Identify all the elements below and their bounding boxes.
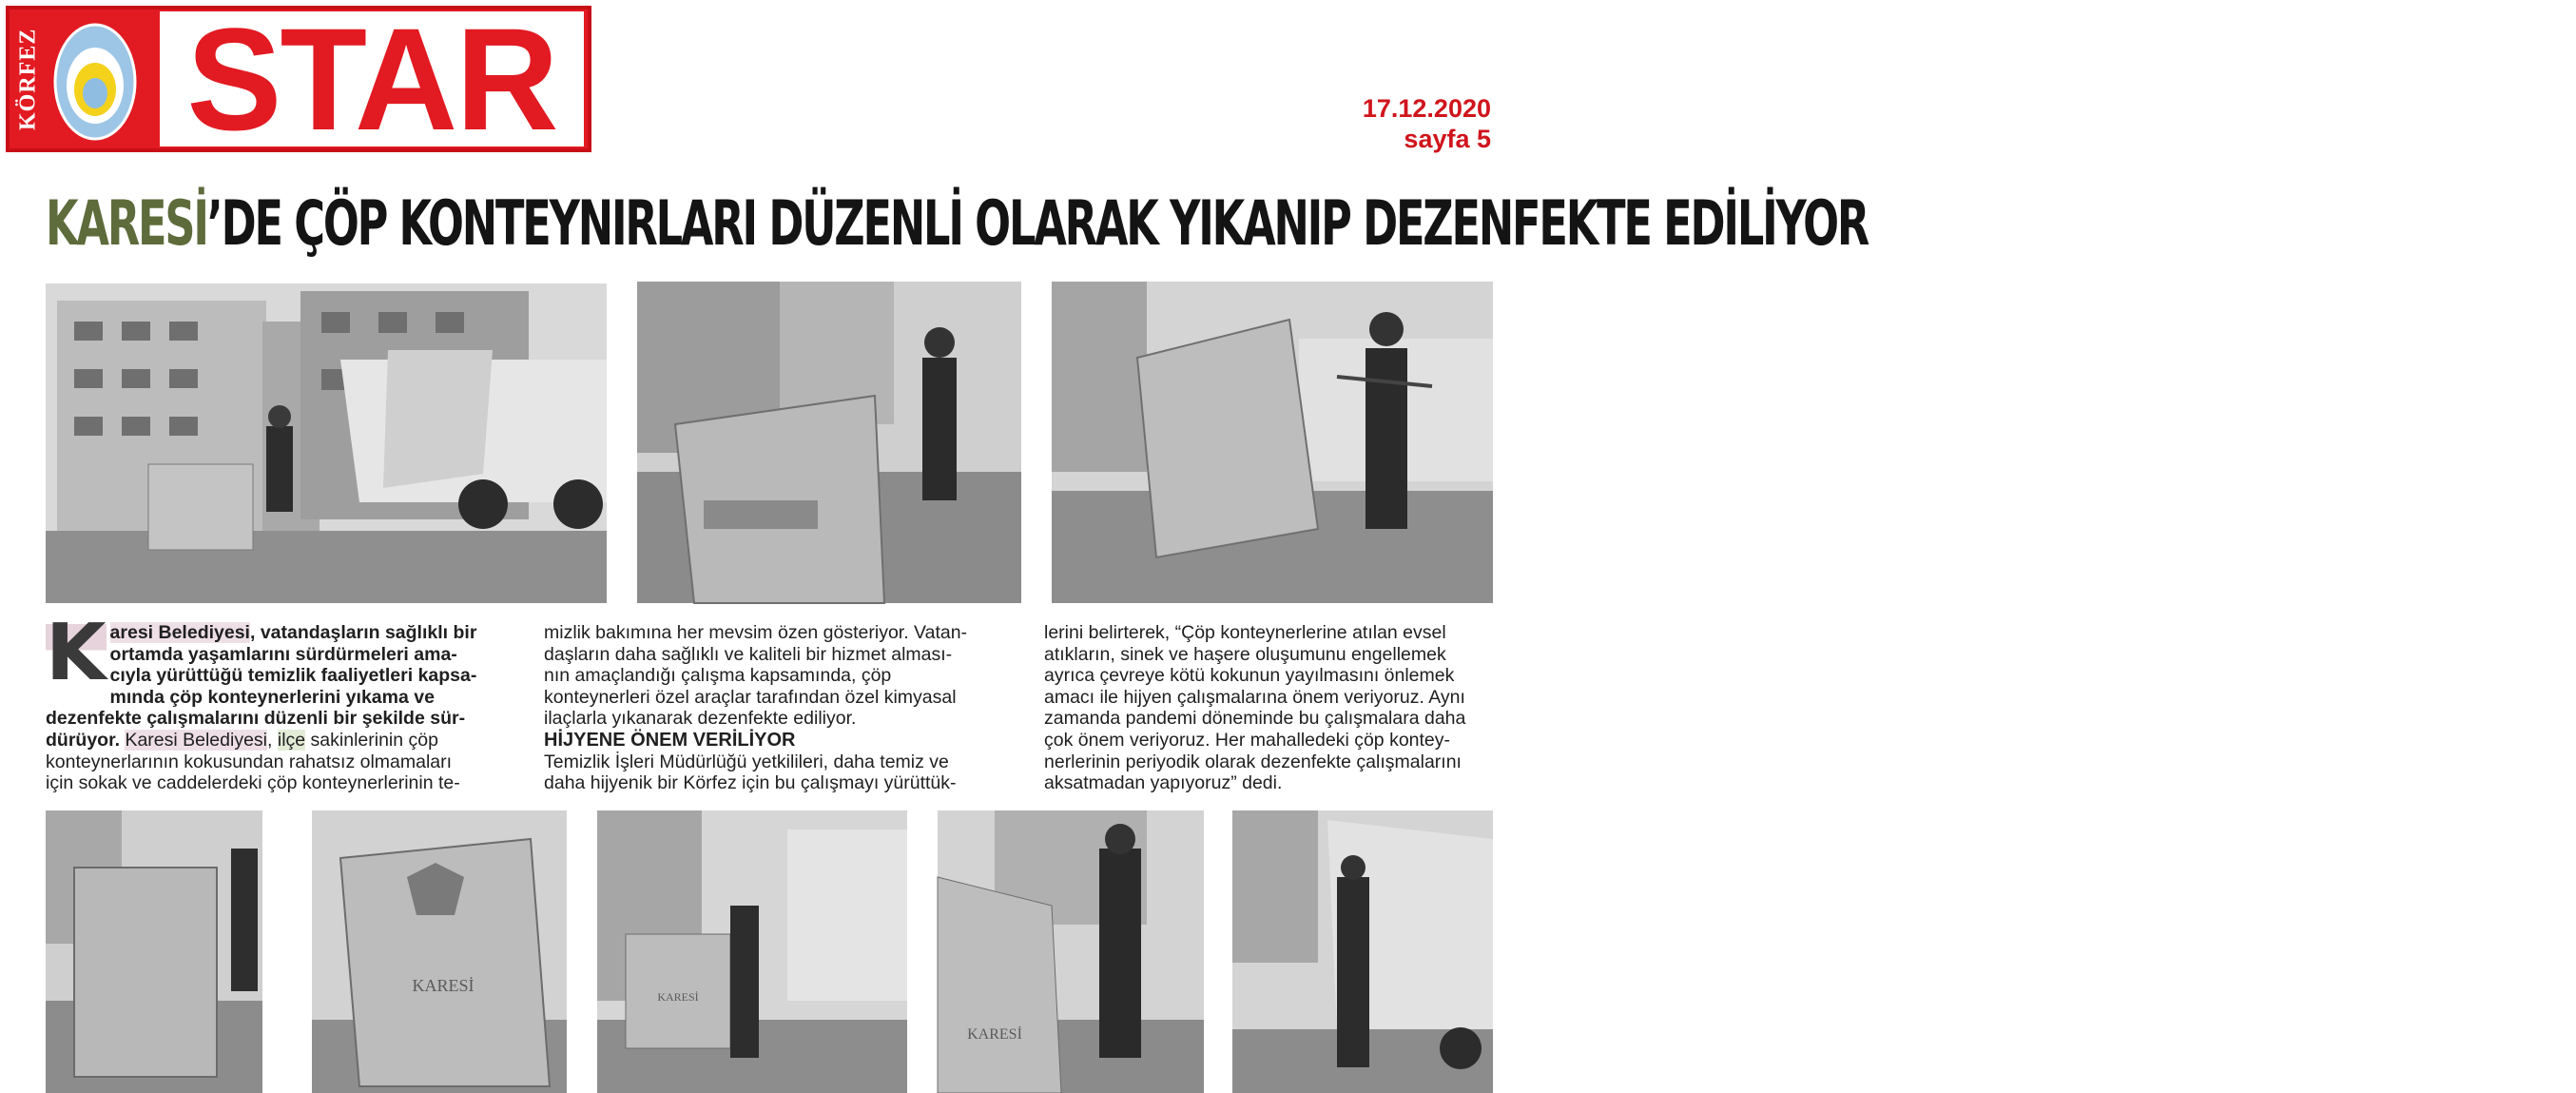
- issue-date: 17.12.2020: [1362, 94, 1491, 123]
- photo-truck-street: [46, 283, 607, 603]
- karesi-belediyesi-highlight-2: Karesi Belediyesi: [125, 729, 268, 751]
- ilce-highlight: ilçe: [277, 729, 306, 751]
- col3-line-5: zamanda pandemi döneminde bu çalışmalara daha: [1044, 708, 1466, 730]
- page-number: sayfa 5: [1404, 125, 1491, 153]
- col3-line-6: çok önem veriyoruz. Her mahalledeki çöp kontey-: [1044, 729, 1451, 751]
- photo-container-closeup: [637, 282, 1021, 603]
- col3-line-8: aksatmadan yapıyoruz” dedi.: [1044, 772, 1283, 794]
- photo-bottom-5: [1232, 810, 1493, 1093]
- col2-line-7: daha hijyenik bir Körfez için bu çalışmayı yürüttük-: [544, 772, 957, 794]
- col2-line-4: konteynerleri özel araçlar tarafından özel kimyasal: [544, 686, 957, 708]
- photo-bottom-2: [312, 810, 567, 1093]
- col3-line-3: ayrıca çevreye kötü kokunun yayılmasını önlemek: [1044, 665, 1455, 687]
- col2-line-6: Temizlik İşleri Müdürlüğü yetkilileri, daha temiz ve: [544, 751, 949, 772]
- container-brand-text-1: KARESİ: [412, 976, 475, 995]
- photo-bottom-3: [597, 810, 907, 1093]
- container-brand-text-3: KARESİ: [967, 1026, 1022, 1043]
- article-column-2: [544, 622, 1010, 794]
- col1-line-4: mında çöp konteynerlerini yıkama ve: [109, 686, 435, 708]
- article-column-1: [46, 608, 521, 794]
- karesi-belediyesi-highlight: aresi Belediyesi: [109, 622, 250, 643]
- col1-line-1: [46, 622, 521, 644]
- col3-line-7: nerlerinin periyodik olarak dezenfekte çalışmalarını: [1044, 751, 1462, 772]
- col1-line-2: ortamda yaşamlarını sürdürmeleri ama-: [109, 643, 457, 665]
- section-subhead: HİJYENE ÖNEM VERİLİYOR: [544, 729, 796, 751]
- col3-line-2: atıkların, sinek ve haşere oluşumunu engellemek: [1044, 643, 1446, 665]
- col2-line-2: daşların daha sağlıklı ve kaliteli bir hizmet alması-: [544, 643, 953, 665]
- headline-text: [46, 186, 1868, 261]
- col1-line-1-rest: , vatandaşların sağlıklı bir: [249, 622, 477, 643]
- col1-line-6-rest: sakinlerinin çöp: [305, 729, 438, 751]
- star-title-panel: [160, 0, 584, 161]
- col2-line-3: nın amaçlandığı çalışma kapsamında, çöp: [544, 665, 892, 687]
- col1-line-3: cıyla yürüttüğü temizlik faaliyetleri kapsa-: [109, 665, 477, 687]
- masthead: [6, 0, 591, 161]
- newspaper-title: STAR: [186, 0, 557, 161]
- photo-worker-washing: [1052, 282, 1493, 603]
- headline-rest: ’DE ÇÖP KONTEYNIRLARI DÜZENLİ OLARAK YIKANIP DEZENFEKTE EDİLİYOR: [206, 186, 1869, 260]
- container-brand-text-2: KARESİ: [657, 990, 699, 1004]
- photo-bottom-4: [938, 810, 1204, 1093]
- col3-line-4: amacı ile hijyen çalışmalarına önem veriyoruz. Aynı: [1044, 686, 1465, 708]
- headline: [46, 186, 1869, 260]
- headline-accent: KARESİ: [46, 186, 207, 260]
- photo-bottom-1: [46, 810, 262, 1093]
- dateline: [1363, 93, 1491, 154]
- col1-line-6-bold: dürüyor.: [46, 729, 126, 751]
- article-column-3: [1044, 622, 1520, 794]
- drop-cap: K: [46, 608, 107, 698]
- col1-line-7: konteynerlarının kokusundan rahatsız olmamaları: [46, 751, 453, 772]
- col1-line-8: için sokak ve caddelerdeki çöp konteynerlerinin te-: [46, 772, 460, 794]
- korfez-vertical-wordmark: KÖRFEZ: [15, 28, 41, 130]
- col3-line-1: lerini belirterek, “Çöp konteynerlerine atılan evsel: [1044, 622, 1446, 643]
- col1-line-6: [46, 730, 521, 751]
- col2-line-5: ilaçlarla yıkanarak dezenfekte ediliyor.: [544, 708, 857, 730]
- col1-line-6-comma: ,: [267, 729, 278, 751]
- col2-line-1: mizlik bakımına her mevsim özen gösteriyor. Vatan-: [544, 622, 968, 643]
- col1-line-5: dezenfekte çalışmalarını düzenli bir şekilde sür-: [46, 708, 466, 730]
- korfez-egg-logo-icon: [53, 23, 137, 141]
